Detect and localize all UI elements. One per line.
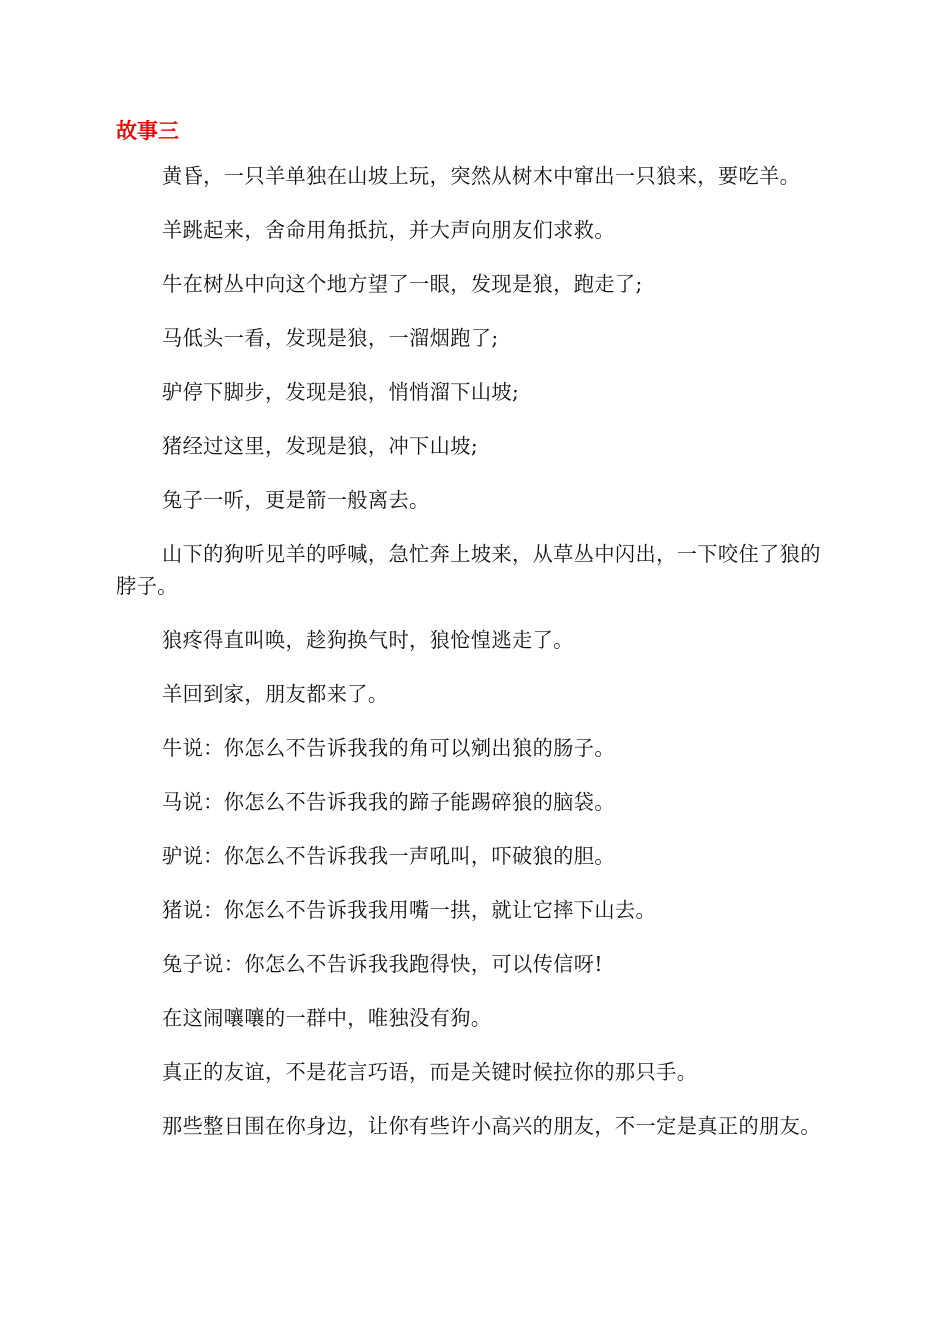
paragraph-6: 猪经过这里，发现是狼，冲下山坡; [162,434,479,458]
paragraph-12: 马说：你怎么不告诉我我的蹄子能踢碎狼的脑袋。 [162,790,615,814]
story-body [116,160,834,1164]
paragraph-15: 兔子说：你怎么不告诉我我跑得快，可以传信呀! [162,952,603,976]
paragraph-17: 真正的友谊，不是花言巧语，而是关键时候拉你的那只手。 [162,1060,698,1084]
paragraph-8: 山下的狗听见羊的呼喊，急忙奔上坡来，从草丛中闪出，一下咬住了狼的脖子。 [116,542,821,598]
paragraph-14: 猪说：你怎么不告诉我我用嘴一拱，就让它摔下山去。 [162,898,657,922]
paragraph-1: 黄昏，一只羊单独在山坡上玩，突然从树木中窜出一只狼来，要吃羊。 [162,164,801,188]
paragraph-18: 那些整日围在你身边，让你有些许小高兴的朋友，不一定是真正的朋友。 [162,1114,821,1138]
story-heading: 故事三 [116,119,179,143]
paragraph-13: 驴说：你怎么不告诉我我一声吼叫，吓破狼的胆。 [162,844,615,868]
paragraph-10: 羊回到家，朋友都来了。 [162,682,389,706]
paragraph-5: 驴停下脚步，发现是狼，悄悄溜下山坡; [162,380,520,404]
paragraph-11: 牛说：你怎么不告诉我我的角可以剜出狼的肠子。 [162,736,615,760]
paragraph-2: 羊跳起来，舍命用角抵抗，并大声向朋友们求救。 [162,218,615,242]
paragraph-3: 牛在树丛中向这个地方望了一眼，发现是狼，跑走了; [162,272,643,296]
paragraph-16: 在这闹嚷嚷的一群中，唯独没有狗。 [162,1006,492,1030]
paragraph-9: 狼疼得直叫唤，趁狗换气时，狼怆惶逃走了。 [162,628,574,652]
paragraph-7: 兔子一听，更是箭一般离去。 [162,488,430,512]
paragraph-4: 马低头一看，发现是狼，一溜烟跑了; [162,326,499,350]
